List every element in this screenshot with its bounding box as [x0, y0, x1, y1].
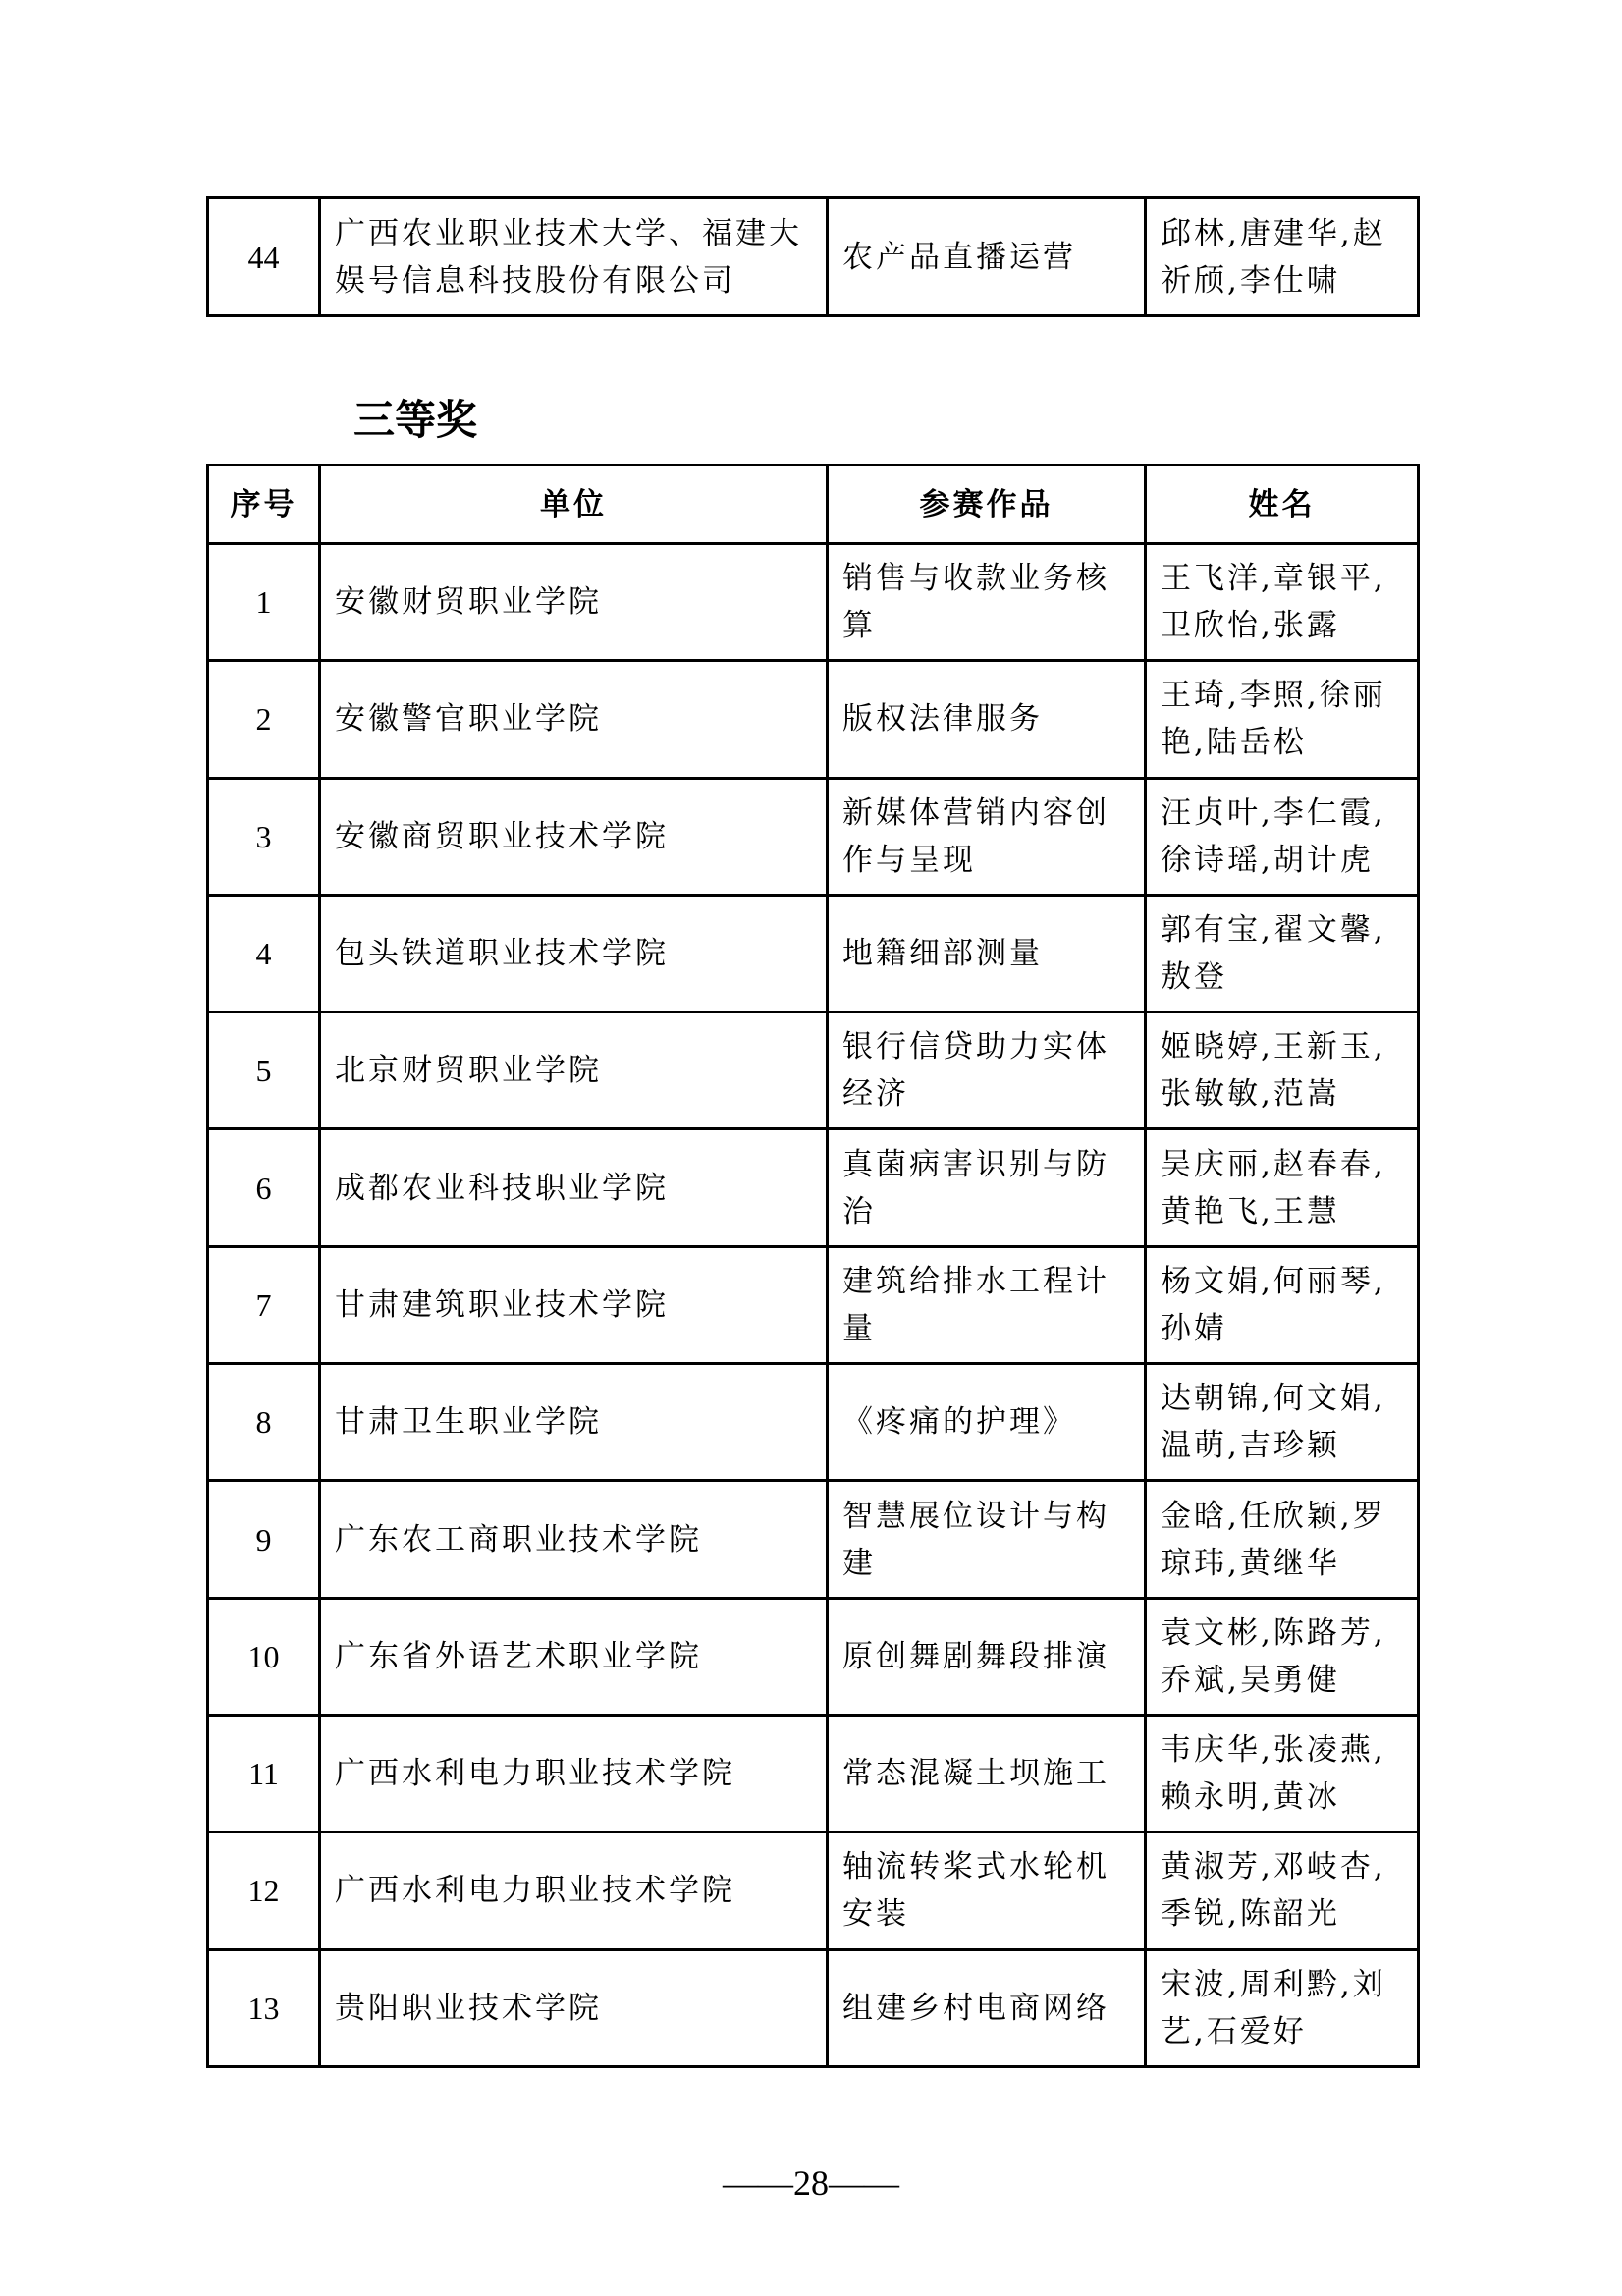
cell-unit: 广东省外语艺术职业学院 [320, 1598, 828, 1715]
cell-unit: 甘肃建筑职业技术学院 [320, 1246, 828, 1363]
cell-unit: 甘肃卫生职业学院 [320, 1364, 828, 1481]
table-row [208, 1949, 1419, 2066]
cell-no: 1 [208, 544, 320, 661]
continued-award-table-body [208, 198, 1419, 316]
page-number: ——28—— [723, 2163, 899, 2203]
cell-unit: 成都农业科技职业学院 [320, 1129, 828, 1246]
table-row [208, 1246, 1419, 1363]
cell-unit: 广西农业职业技术大学、福建大娱号信息科技股份有限公司 [320, 198, 828, 316]
cell-unit: 广东农工商职业技术学院 [320, 1481, 828, 1598]
cell-names: 王琦,李照,徐丽艳,陆岳松 [1146, 661, 1419, 778]
cell-no: 7 [208, 1246, 320, 1363]
cell-work: 《疼痛的护理》 [828, 1364, 1146, 1481]
table-row [208, 1481, 1419, 1598]
cell-work: 农产品直播运营 [828, 198, 1146, 316]
table-row [208, 1832, 1419, 1949]
cell-names: 韦庆华,张凌燕,赖永明,黄冰 [1146, 1715, 1419, 1831]
cell-no: 6 [208, 1129, 320, 1246]
third-prize-table [206, 464, 1420, 2068]
cell-work: 销售与收款业务核算 [828, 544, 1146, 661]
section-title-third-prize: 三等奖 [353, 396, 478, 444]
column-header-no: 序号 [208, 465, 320, 544]
cell-work: 版权法律服务 [828, 661, 1146, 778]
cell-unit: 安徽商贸职业技术学院 [320, 778, 828, 895]
cell-unit: 贵阳职业技术学院 [320, 1949, 828, 2066]
cell-names: 姬晓婷,王新玉,张敏敏,范嵩 [1146, 1012, 1419, 1129]
table-row [208, 1012, 1419, 1129]
cell-names: 达朝锦,何文娟,温萌,吉珍颖 [1146, 1364, 1419, 1481]
cell-work: 真菌病害识别与防治 [828, 1129, 1146, 1246]
table-row [208, 544, 1419, 661]
cell-names: 袁文彬,陈路芳,乔斌,吴勇健 [1146, 1598, 1419, 1715]
cell-names: 宋波,周利黔,刘艺,石爱好 [1146, 1949, 1419, 2066]
third-prize-table-body [208, 544, 1419, 2067]
cell-names: 郭有宝,翟文馨,敖登 [1146, 895, 1419, 1011]
table-row [208, 1364, 1419, 1481]
cell-unit: 广西水利电力职业技术学院 [320, 1715, 828, 1831]
table-row [208, 778, 1419, 895]
cell-no: 4 [208, 895, 320, 1011]
cell-unit: 北京财贸职业学院 [320, 1012, 828, 1129]
column-header-names: 姓名 [1146, 465, 1419, 544]
cell-names: 吴庆丽,赵春春,黄艳飞,王慧 [1146, 1129, 1419, 1246]
cell-unit: 包头铁道职业技术学院 [320, 895, 828, 1011]
cell-no: 2 [208, 661, 320, 778]
cell-unit: 安徽警官职业学院 [320, 661, 828, 778]
column-header-unit: 单位 [320, 465, 828, 544]
cell-names: 汪贞叶,李仁霞,徐诗瑶,胡计虎 [1146, 778, 1419, 895]
cell-names: 邱林,唐建华,赵祈颀,李仕啸 [1146, 198, 1419, 316]
cell-no: 44 [208, 198, 320, 316]
column-header-work: 参赛作品 [828, 465, 1146, 544]
table-header-row [208, 465, 1419, 544]
cell-work: 建筑给排水工程计量 [828, 1246, 1146, 1363]
cell-no: 10 [208, 1598, 320, 1715]
cell-work: 轴流转桨式水轮机安装 [828, 1832, 1146, 1949]
cell-work: 地籍细部测量 [828, 895, 1146, 1011]
cell-work: 智慧展位设计与构建 [828, 1481, 1146, 1598]
cell-names: 王飞洋,章银平,卫欣怡,张露 [1146, 544, 1419, 661]
cell-work: 银行信贷助力实体经济 [828, 1012, 1146, 1129]
cell-names: 黄淑芳,邓岐杏,季锐,陈韶光 [1146, 1832, 1419, 1949]
cell-no: 9 [208, 1481, 320, 1598]
table-row [208, 1598, 1419, 1715]
cell-unit: 广西水利电力职业技术学院 [320, 1832, 828, 1949]
cell-work: 新媒体营销内容创作与呈现 [828, 778, 1146, 895]
cell-no: 13 [208, 1949, 320, 2066]
table-row [208, 661, 1419, 778]
cell-names: 杨文娟,何丽琴,孙婧 [1146, 1246, 1419, 1363]
continued-award-table [206, 196, 1420, 317]
table-row [208, 1129, 1419, 1246]
cell-no: 5 [208, 1012, 320, 1129]
cell-work: 常态混凝土坝施工 [828, 1715, 1146, 1831]
cell-work: 原创舞剧舞段排演 [828, 1598, 1146, 1715]
cell-no: 11 [208, 1715, 320, 1831]
cell-no: 3 [208, 778, 320, 895]
table-row [208, 1715, 1419, 1831]
cell-names: 金晗,任欣颖,罗琼玮,黄继华 [1146, 1481, 1419, 1598]
table-row [208, 895, 1419, 1011]
cell-no: 12 [208, 1832, 320, 1949]
cell-work: 组建乡村电商网络 [828, 1949, 1146, 2066]
cell-no: 8 [208, 1364, 320, 1481]
cell-unit: 安徽财贸职业学院 [320, 544, 828, 661]
table-row [208, 198, 1419, 316]
